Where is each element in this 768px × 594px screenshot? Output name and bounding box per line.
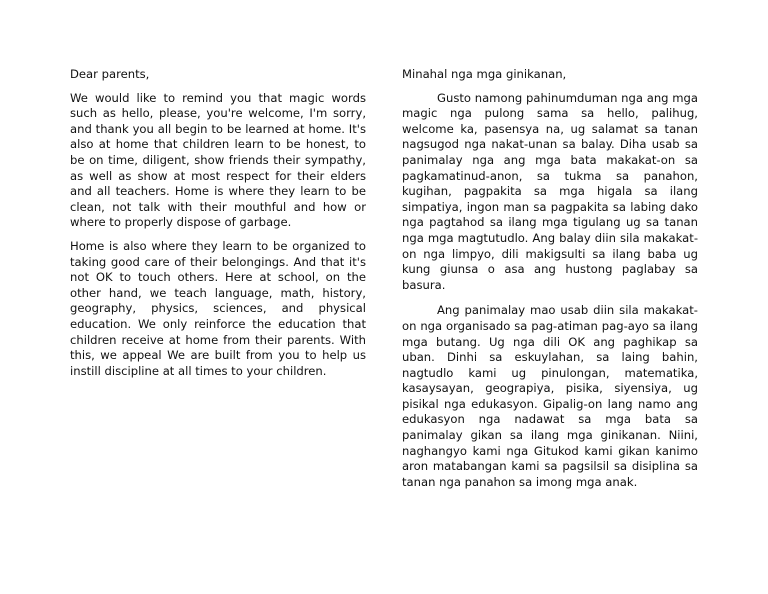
cebuano-paragraph-2: Ang panimalay mao usab diin sila makakat-on nga organisado sa pag-atiman pag-ayo sa ilang mga butang. Ug nga dili OK ang paghikap sa uban. Dinhi sa eskuylahan, sa laing bahin, nagtudlo kami ug pinulongan, matematika, kasaysayan, geograpiya, pisika, siyensiya, ug pisikal nga edukasyon. Gipalig-on lang namo ang edukasyon nga nadawat sa mga bata sa panimalay gikan sa ilang mga ginikanan. Niini, naghangyo kami nga Gitukod kami gikan kanimo aron matabangan kami sa pagsilsil sa disiplina sa tanan nga panahon sa imong mga anak. — [402, 303, 698, 489]
english-paragraph-2: Home is also where they learn to be organized to taking good care of their belongings. And that it's not OK to touch others. Here at school, on the other hand, we teach language, math, history, geography, physics, sciences, and physical education. We only reinforce the education that children receive at home from their parents. With this, we appeal We are built from you to help us instill discipline at all times to your children. — [70, 238, 366, 378]
cebuano-salutation: Minahal nga mga ginikanan, — [402, 67, 567, 81]
english-salutation: Dear parents, — [70, 67, 150, 81]
cebuano-paragraph-1: Gusto namong pahinumduman nga ang mga magic nga pulong sama sa hello, palihug, welcome ka, pasensya na, ug salamat sa tanan nagsugod nga nakat-unan sa balay. Diha usab sa panimalay nga ang mga bata makakat-on sa pagkamatinud-anon, sa tukma sa panahon, kugihan, pagpakita sa mga higala sa ilang simpatiya, ingon man sa pagpakita sa labing dako nga pagtahod sa ilang mga tigulang ug sa tanan nga mga magtutudlo. Ang balay diin sila makakat-on nga limpyo, dili makigsulti sa ilang baba ug kung giunsa o asa ang hustong paglabay sa basura. — [402, 90, 698, 292]
cebuano-letter — [402, 67, 698, 500]
english-paragraph-1: We would like to remind you that magic words such as hello, please, you're welcome, I'm sorry, and thank you all begin to be learned at home. It's also at home that children learn to be honest, to be on time, diligent, show friends their sympathy, as well as show at most respect for their elders and all teachers. Home is where they learn to be clean, not talk with their mouthful and how or where to properly dispose of garbage. — [70, 90, 366, 230]
english-letter — [70, 67, 366, 387]
